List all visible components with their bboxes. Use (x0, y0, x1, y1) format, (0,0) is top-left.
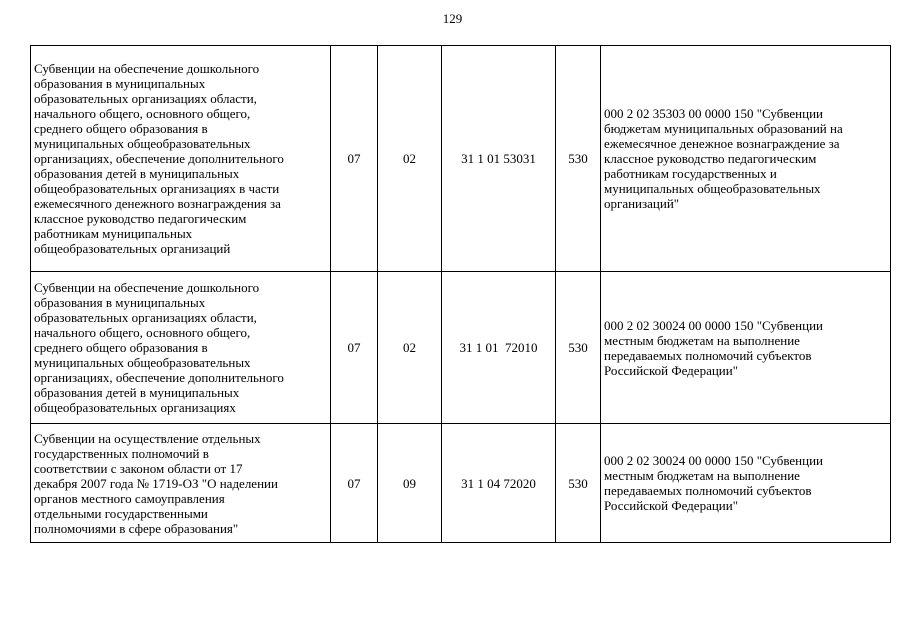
expense-type-cell: 530 (556, 424, 601, 543)
expense-description-cell: Субвенции на обеспечение дошкольного образования в муниципальных образовательных организациях области, начального общего, основного общего, среднего общего образования в муниципальных общеобразовательных организациях, обеспечение дополнительного образования детей в муниципальных общеобразовательных организациях (31, 272, 331, 424)
revenue-code-cell: 000 2 02 35303 00 0000 150 "Субвенции бюджетам муниципальных образований на ежемесячное денежное вознаграждение за классное руководство педагогическим работникам государственных и муниципальных общеобразовательных организаций" (601, 46, 891, 272)
section-cell: 07 (331, 46, 378, 272)
revenue-code-cell: 000 2 02 30024 00 0000 150 "Субвенции местным бюджетам на выполнение передаваемых полномочий субъектов Российской Федерации" (601, 272, 891, 424)
expense-description-cell: Субвенции на осуществление отдельных государственных полномочий в соответствии с законом области от 17 декабря 2007 года № 1719-ОЗ "О наделении органов местного самоуправления отдельными государственными полномочиями в сфере образования" (31, 424, 331, 543)
revenue-code-cell: 000 2 02 30024 00 0000 150 "Субвенции местным бюджетам на выполнение передаваемых полномочий субъектов Российской Федерации" (601, 424, 891, 543)
table-row (31, 424, 891, 543)
table-row (31, 272, 891, 424)
expense-type-cell: 530 (556, 272, 601, 424)
page-number: 129 (442, 11, 463, 26)
target-article-cell: 31 1 01 53031 (442, 46, 556, 272)
target-article-cell: 31 1 01 72010 (442, 272, 556, 424)
table-row (31, 46, 891, 272)
section-cell: 07 (331, 272, 378, 424)
target-article-cell: 31 1 04 72020 (442, 424, 556, 543)
subsection-cell: 02 (378, 46, 442, 272)
subsection-cell: 09 (378, 424, 442, 543)
section-cell: 07 (331, 424, 378, 543)
expense-description-cell: Субвенции на обеспечение дошкольного образования в муниципальных образовательных организациях области, начального общего, основного общего, среднего общего образования в муниципальных общеобразовательных организациях, обеспечение дополнительного образования детей в муниципальных общеобразовательных организациях в части ежемесячного денежного вознаграждения за классное руководство педагогическим работникам муниципальных общеобразовательных организаций (31, 46, 331, 272)
subsection-cell: 02 (378, 272, 442, 424)
expense-type-cell: 530 (556, 46, 601, 272)
budget-table (30, 45, 891, 543)
